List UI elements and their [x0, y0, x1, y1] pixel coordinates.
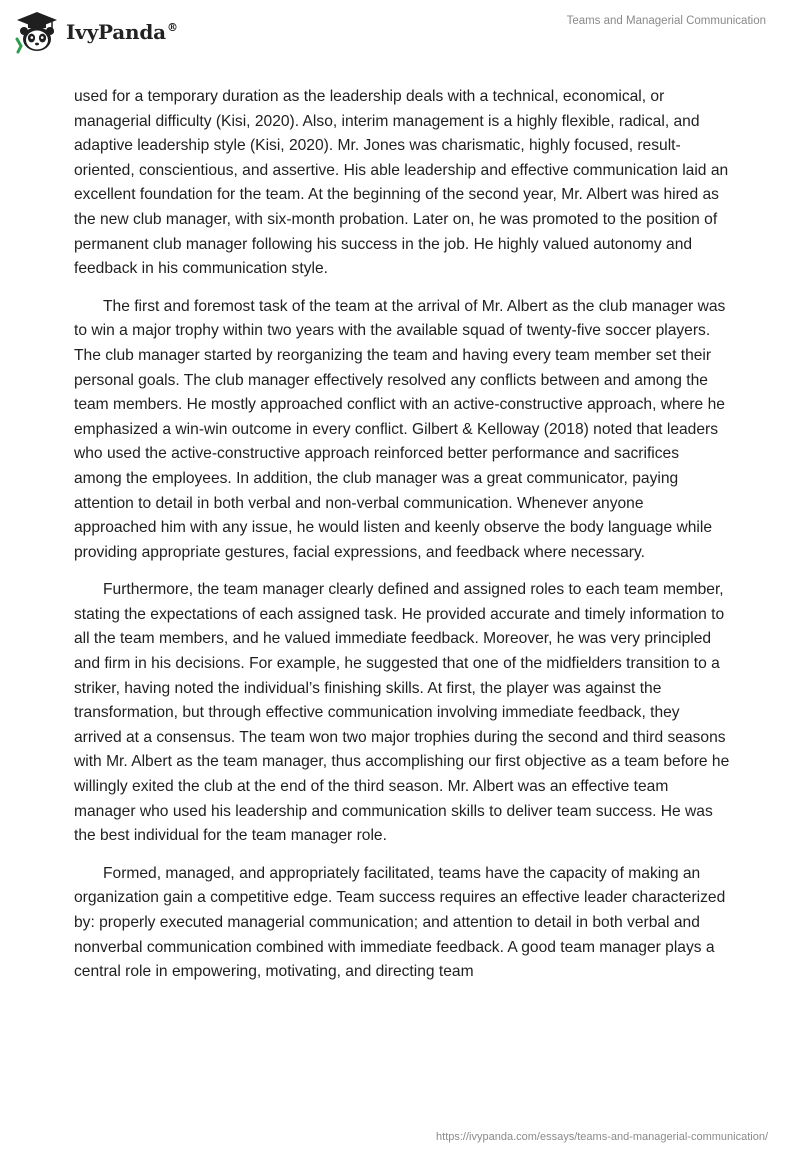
panda-graduation-cap-icon — [14, 9, 60, 55]
registered-mark: ® — [166, 21, 178, 35]
page-header — [0, 0, 800, 64]
paragraph-continued: used for a temporary duration as the leadership deals with a technical, economical, or managerial difficulty (Kisi, 2020). Also, interim management is a highly flexible, radical, and adaptive leadership style (Kisi, 2020). Mr. Jones was charismatic, highly focused, result-oriented, conscientious, and assertive. His able leadership and effective communication laid an excellent foundation for the team. At the beginning of the second year, Mr. Albert was hired as the new club manager, with six-month probation. Later on, he was promoted to the position of permanent club manager following his success in the job. He highly valued autonomy and feedback in his communication style. — [74, 88, 729, 278]
paragraph: The first and foremost task of the team at the arrival of Mr. Albert as the club manager was to win a major trophy within two years with the available squad of twenty-five soccer players. The club manager started by reorganizing the team and having every team member set their personal goals. The club manager effectively resolved any conflicts between and among the team members. He mostly approached conflict with an active-constructive approach, where he emphasized a win-win outcome in every conflict. Gilbert & Kelloway (2018) noted that leaders who used the active-constructive approach reinforced better performance and sacrifices among the employees. In addition, the club manager was a great communicator, paying attention to detail in both verbal and non-verbal communication. Whenever anyone approached him with any issue, he would listen and keenly observe the body language while providing appropriate gestures, facial expressions, and feedback where necessary. — [74, 297, 726, 561]
essay-body — [74, 85, 730, 998]
brand-name: IvyPanda® — [66, 20, 178, 44]
paragraph: Formed, managed, and appropriately facilitated, teams have the capacity of making an organization gain a competitive edge. Team success requires an effective leader characterized by: properly executed managerial communication; and attention to detail in both verbal and nonverbal communication combined with immediate feedback. A good team manager plays a central role in empowering, motivating, and directing team — [74, 864, 726, 981]
ivypanda-logo-link[interactable] — [14, 6, 178, 58]
paragraph: Furthermore, the team manager clearly defined and assigned roles to each team member, stating the expectations of each assigned task. He provided accurate and timely information to all the team members, and he valued immediate feedback. Moreover, he was very principled and firm in his decisions. For example, he suggested that one of the midfielders transition to a striker, having noted the individual’s finishing skills. At first, the player was against the transformation, but through effective communication involving immediate feedback, they arrived at a consensus. The team won two major trophies during the second and third seasons with Mr. Albert as the team manager, thus accomplishing our first objective as a team before he willingly exited the club at the end of the third season. Mr. Albert was an effective team manager who used his leadership and communication skills to deliver team success. He was the best individual for the team manager role. — [74, 581, 730, 845]
source-url-link[interactable]: https://ivypanda.com/essays/teams-and-managerial-communication/ — [436, 1131, 768, 1143]
document-title: Teams and Managerial Communication — [566, 15, 766, 27]
